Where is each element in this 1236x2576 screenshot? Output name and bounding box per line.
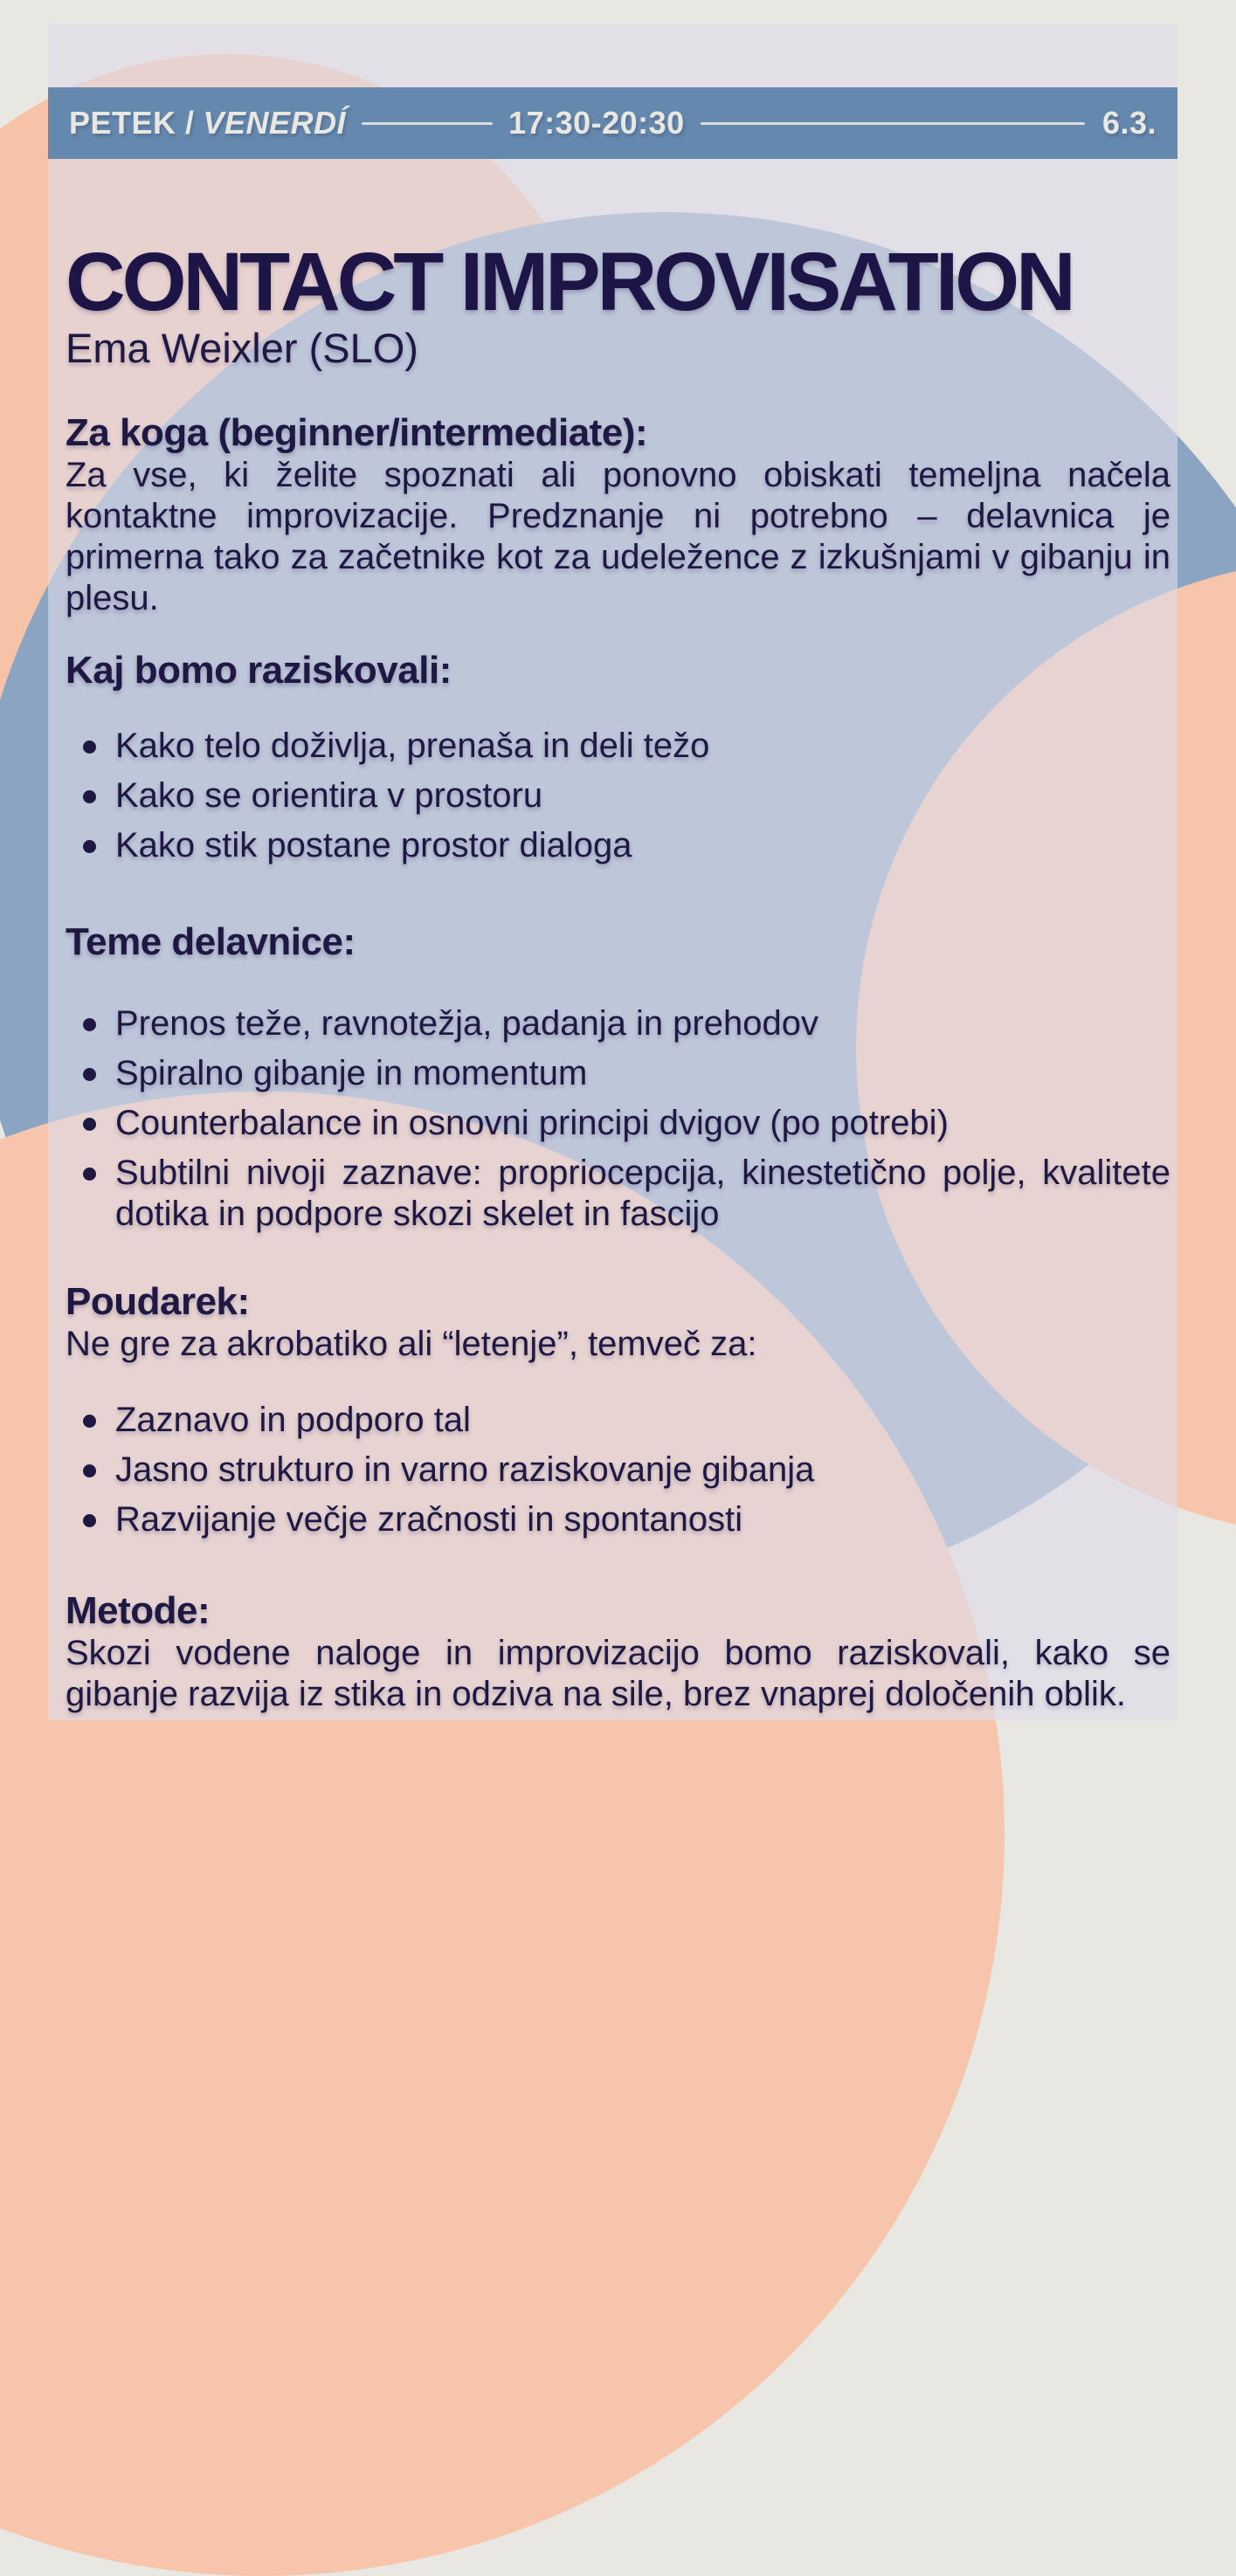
section-body-metode: Skozi vodene naloge in improvizacijo bomo raziskovali, kako se gibanje razvija iz stika in odziva na sile, brez vnaprej določenih oblik. (66, 1634, 1170, 1713)
list-item: Prenos teže, ravnotežja, padanja in prehodov (83, 1003, 1170, 1044)
bullet-dot (83, 1415, 96, 1428)
bullet-dot (83, 1464, 96, 1477)
workshop-description (48, 159, 1177, 1715)
list-item: Kako se orientira v prostoru (83, 775, 1170, 816)
list-item: Kako telo doživlja, prenaša in deli težo (83, 726, 1170, 767)
content-card (48, 24, 1177, 1720)
time-range: 17:30-20:30 (508, 105, 685, 141)
bullet-dot (83, 790, 96, 803)
divider-line (701, 122, 1085, 125)
list-item: Counterbalance in osnovni principi dvigov (po potrebi) (83, 1103, 1170, 1144)
section-heading-raziskovali: Kaj bomo raziskovali: (66, 649, 452, 692)
list-item: Jasno strukturo in varno raziskovanje gibanja (83, 1450, 1170, 1491)
section-heading-metode: Metode: (66, 1589, 211, 1632)
bullet-dot (83, 1118, 96, 1131)
divider-line (362, 122, 493, 125)
day-label-italian: VENERDÍ (203, 105, 347, 141)
list-item: Zaznavo in podporo tal (83, 1400, 1170, 1441)
poudarek-list (66, 1400, 1170, 1540)
list-item: Razvijanje večje zračnosti in spontanosti (83, 1499, 1170, 1540)
bullet-dot (83, 1018, 96, 1031)
day-label (69, 105, 346, 141)
section-body-za-koga: Za vse, ki želite spoznati ali ponovno obiskati temeljna načela kontaktne improvizacije. Predznanje ni potrebno – delavnica je primerna tako za začetnike kot za udeležence z izkušnjami v gibanju in plesu. (66, 456, 1170, 617)
bullet-dot (83, 1514, 96, 1527)
list-item: Kako stik postane prostor dialoga (83, 825, 1170, 866)
date-label: 6.3. (1101, 105, 1157, 141)
schedule-bar (48, 87, 1177, 159)
teme-list (66, 1003, 1170, 1235)
workshop-title: CONTACT IMPROVISATION (66, 236, 1073, 328)
section-heading-teme: Teme delavnice: (66, 920, 356, 963)
raziskovali-list (66, 726, 1170, 866)
bullet-dot (83, 1167, 96, 1181)
list-item: Spiralno gibanje in momentum (83, 1053, 1170, 1094)
bullet-dot (83, 1068, 96, 1081)
section-heading-poudarek: Poudarek: (66, 1280, 250, 1323)
bullet-dot (83, 840, 96, 853)
section-heading-za-koga: Za koga (beginner/intermediate): (66, 411, 648, 454)
day-label-slovene: PETEK / (69, 105, 195, 141)
instructor-name: Ema Weixler (SLO) (66, 325, 418, 371)
list-item: Subtilni nivoji zaznave: propriocepcija, kinestetično polje, kvalitete dotika in podpore skozi skelet in fascijo (83, 1153, 1170, 1235)
bullet-dot (83, 740, 96, 754)
section-body-poudarek: Ne gre za akrobatiko ali “letenje”, temveč za: (66, 1325, 757, 1363)
